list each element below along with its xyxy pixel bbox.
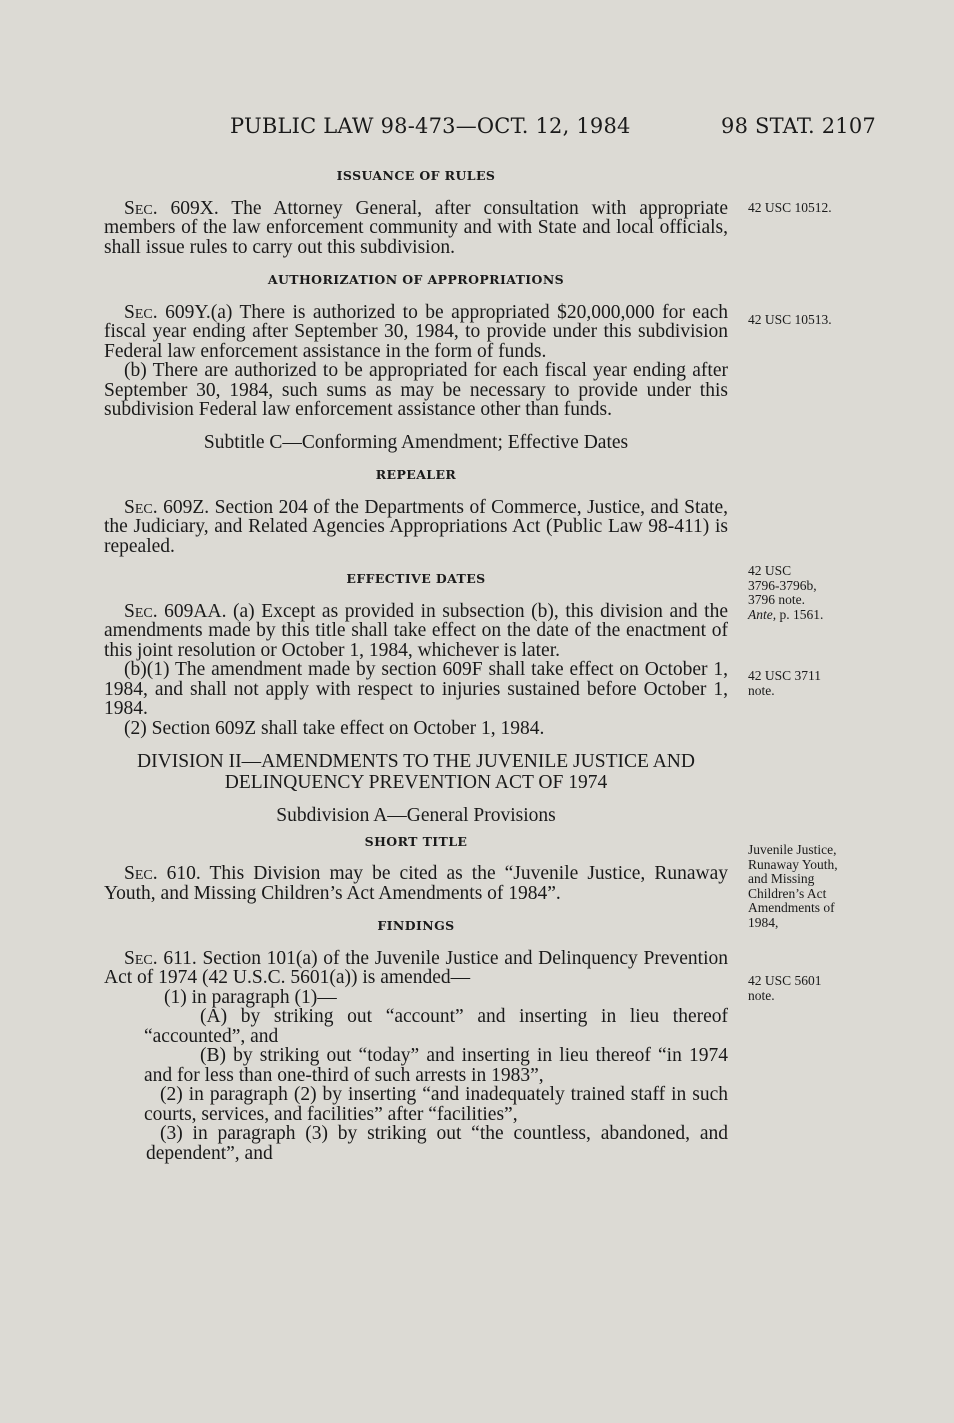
section-611-para-1b: (B) by striking out “today” and inserting in lieu thereof “in 1974 and for less than one-third of such arrests in 1983”, bbox=[144, 1045, 728, 1086]
section-611-para-3: (3) in paragraph (3) by striking out “the countless, abandoned, and dependent”, and bbox=[146, 1123, 728, 1164]
margin-note-line: Children’s Act bbox=[748, 885, 827, 901]
margin-note-line: and Missing bbox=[748, 871, 815, 886]
section-609y-b: (b) There are authorized to be appropriated for each fiscal year ending after September 30, 1984, such sums as may be necessary to provide under this subdivision Federal law enforcement assistance other than funds. bbox=[104, 360, 728, 420]
margin-note-text: 42 USC 10513. bbox=[748, 312, 832, 327]
margin-note-609z bbox=[748, 564, 888, 622]
division-ii-title: DIVISION II—AMENDMENTS TO THE JUVENILE JUSTICE AND DELINQUENCY PREVENTION ACT OF 1974 bbox=[137, 751, 695, 793]
section-609z-text: 609Z. Section 204 of the Departments of Commerce, Justice, and State, the Judiciary, and Related Agencies Appropriations Act (Public Law 98-411) is repealed. bbox=[104, 496, 728, 557]
margin-note-line: 1984, bbox=[748, 914, 779, 930]
heading-findings: FINDINGS bbox=[377, 918, 455, 933]
section-609y-a bbox=[104, 303, 728, 362]
heading-short-title: SHORT TITLE bbox=[364, 833, 468, 849]
margin-note-line: 42 USC 3711 bbox=[748, 668, 822, 683]
section-611 bbox=[104, 949, 728, 988]
sec-label: Sec. bbox=[124, 301, 158, 323]
header-statute-page: 98 STAT. 2107 bbox=[721, 114, 876, 138]
margin-note-line: Runaway Youth, bbox=[748, 856, 838, 872]
section-609aa-a-text: 609AA. (a) Except as provided in subsection (b), this division and the amendments made by this title shall take effect on the date of the enactment of this joint resolution or October 1, 1984, whichever is later. bbox=[104, 600, 728, 661]
section-609y-a-text: 609Y.(a) There is authorized to be appropriated $20,000,000 for each fiscal year ending after September 30, 1984, to provide under this subdivision Federal law enforcement assistance in the form of funds. bbox=[104, 301, 728, 362]
section-609aa-b1: (b)(1) The amendment made by section 609F shall take effect on October 1, 1984, and shall not apply with respect to injuries sustained before October 1, 1984. bbox=[104, 659, 728, 719]
heading-repealer: REPEALER bbox=[375, 467, 457, 482]
page-header bbox=[230, 114, 876, 138]
margin-note-line: Juvenile Justice, bbox=[748, 842, 837, 857]
section-609z bbox=[104, 498, 728, 557]
section-611-text: 611. Section 101(a) of the Juvenile Justice and Delinquency Prevention Act of 1974 (42 U.S.C. 5601(a)) is amended— bbox=[104, 947, 728, 988]
section-609aa-b2: (2) Section 609Z shall take effect on October 1, 1984. bbox=[124, 717, 545, 739]
margin-note-line: 3796-3796b, bbox=[748, 577, 817, 593]
section-611-para-1a: (A) by striking out “account” and inserting in lieu thereof “accounted”, and bbox=[144, 1006, 728, 1047]
margin-note-division-ii bbox=[748, 843, 888, 930]
margin-note-610 bbox=[748, 974, 888, 1003]
margin-note-text: 42 USC 10512. bbox=[748, 200, 832, 215]
margin-note-line: 3796 note. bbox=[748, 592, 805, 607]
section-609x-text: 609X. The Attorney General, after consultation with appropriate members of the law enforcement community and with State and local officials, shall issue rules to carry out this subdivision. bbox=[104, 197, 728, 258]
section-609x bbox=[104, 199, 728, 258]
margin-note-line: Amendments of bbox=[748, 900, 835, 915]
heading-effective-dates: EFFECTIVE DATES bbox=[346, 571, 486, 586]
margin-note-page: p. 1561. bbox=[776, 606, 824, 622]
sec-label: Sec. bbox=[124, 496, 158, 518]
heading-authorization: AUTHORIZATION OF APPROPRIATIONS bbox=[267, 272, 565, 287]
subtitle-c: Subtitle C—Conforming Amendment; Effective Dates bbox=[203, 431, 629, 453]
margin-note-609aa bbox=[748, 669, 888, 698]
margin-note-609x bbox=[748, 201, 888, 216]
heading-issuance-of-rules: ISSUANCE OF RULES bbox=[336, 168, 496, 183]
section-609aa-a bbox=[104, 602, 728, 661]
margin-note-line: note. bbox=[748, 987, 775, 1003]
section-610 bbox=[104, 864, 728, 903]
section-611-para-1: (1) in paragraph (1)— bbox=[164, 986, 337, 1008]
sec-label: Sec. bbox=[124, 947, 158, 969]
margin-note-ante: Ante, bbox=[748, 606, 777, 622]
margin-note-line: 42 USC 5601 bbox=[748, 973, 822, 988]
margin-note-line: note. bbox=[748, 682, 775, 698]
section-611-para-2: (2) in paragraph (2) by inserting “and inadequately trained staff in such courts, services, and facilities” after “facilities”, bbox=[144, 1084, 728, 1125]
document-body bbox=[104, 166, 728, 1163]
header-public-law: PUBLIC LAW 98-473—OCT. 12, 1984 bbox=[230, 114, 631, 138]
margin-note-line: 42 USC bbox=[748, 563, 792, 578]
sec-label: Sec. bbox=[124, 197, 158, 219]
margin-note-609y bbox=[748, 313, 888, 328]
subdivision-a: Subdivision A—General Provisions bbox=[276, 805, 556, 826]
section-610-text: 610. This Division may be cited as the “Juvenile Justice, Runaway Youth, and Missing Children’s Act Amendments of 1984”. bbox=[104, 863, 728, 904]
sec-label: Sec. bbox=[124, 600, 158, 622]
sec-label: Sec. bbox=[124, 863, 158, 884]
margin-note-line bbox=[748, 608, 888, 623]
